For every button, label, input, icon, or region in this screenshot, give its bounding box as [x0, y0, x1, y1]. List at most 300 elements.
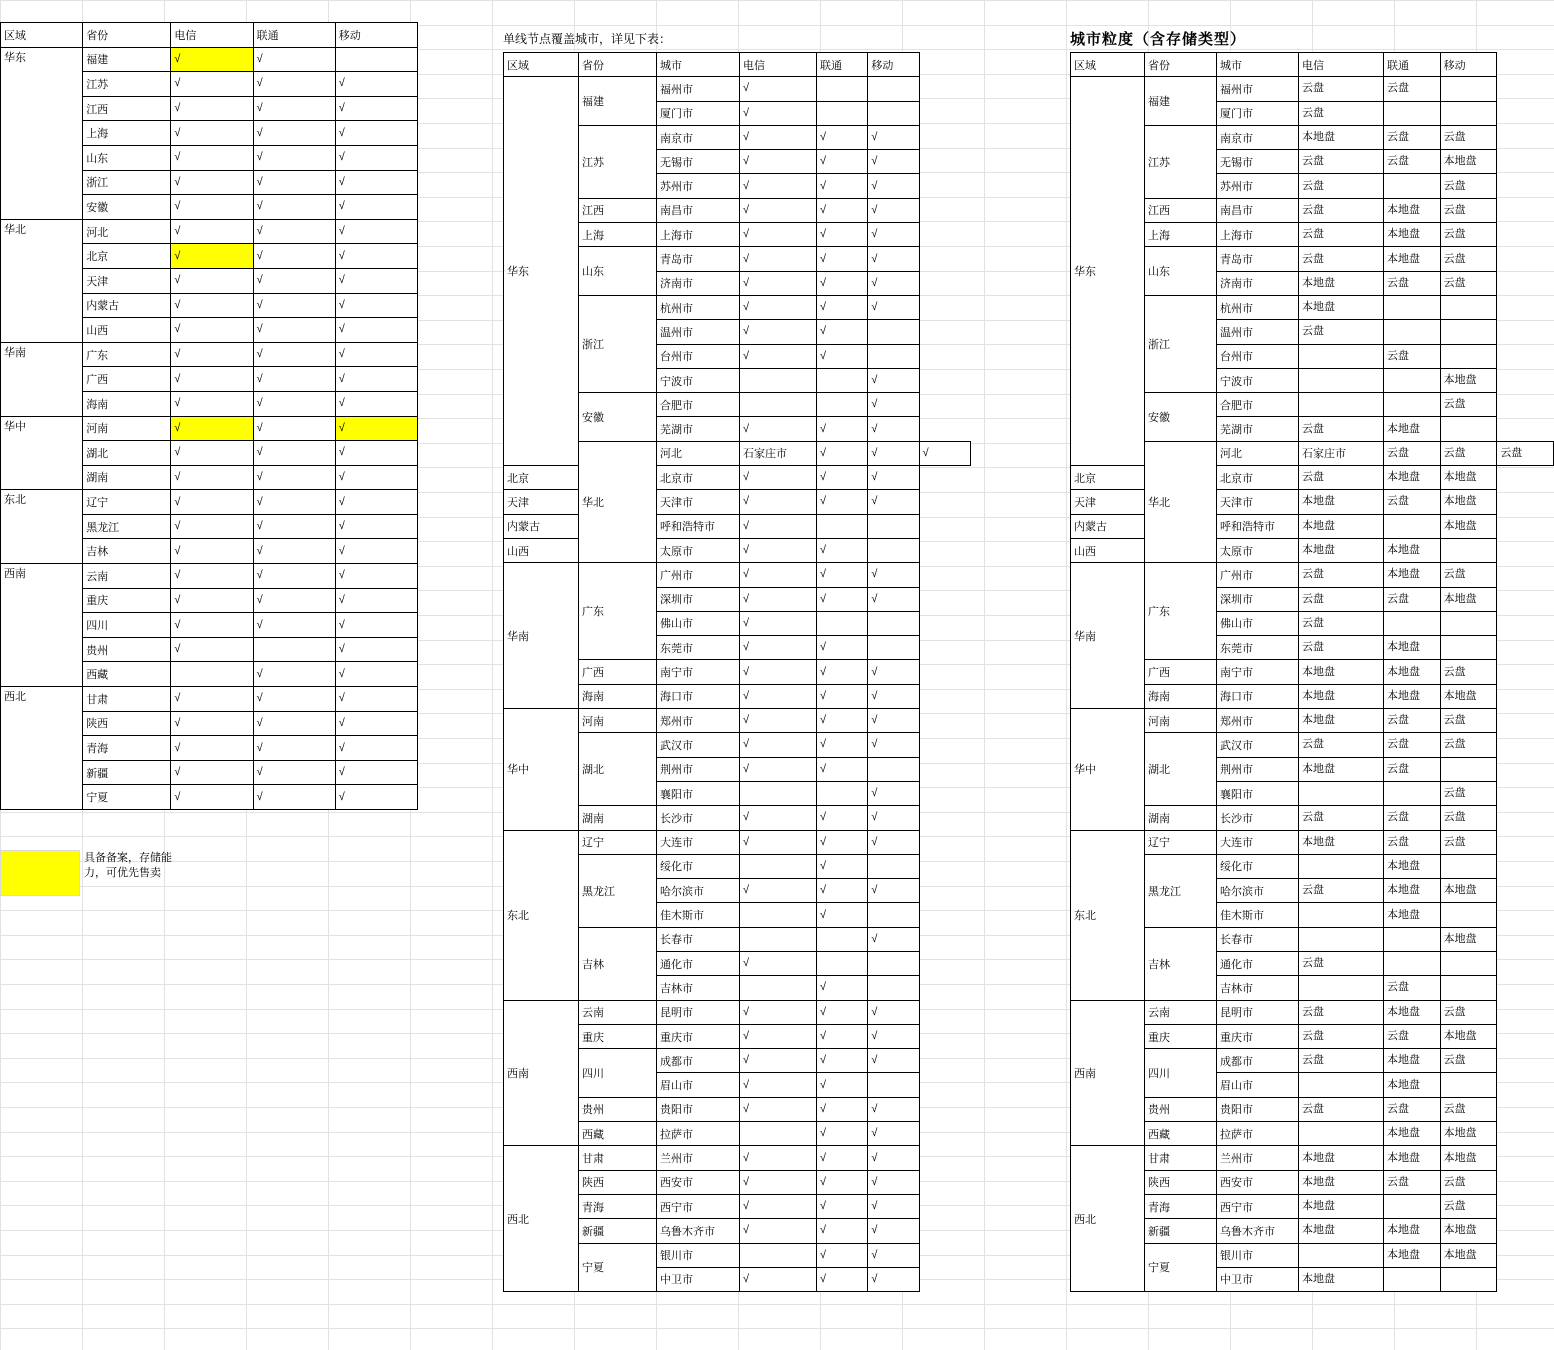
storage-type-cell: 云盘 — [1440, 271, 1497, 295]
region-cell: 西北 — [1071, 1146, 1145, 1292]
city-cell: 苏州市 — [657, 174, 740, 198]
operator-cell: √ — [253, 219, 335, 244]
city-cell: 襄阳市 — [1217, 781, 1299, 805]
operator-cell: √ — [335, 96, 417, 121]
province-cell: 内蒙古 — [504, 514, 579, 538]
province-cell: 西藏 — [1145, 1122, 1217, 1146]
operator-cell: √ — [817, 1219, 868, 1243]
storage-type-cell — [1299, 903, 1384, 927]
storage-type-cell: 本地盘 — [1299, 1146, 1384, 1170]
storage-type-cell: 本地盘 — [1440, 368, 1497, 392]
province-cell: 海南 — [1145, 684, 1217, 708]
operator-cell — [868, 757, 919, 781]
operator-cell: √ — [868, 1097, 919, 1121]
operator-cell: √ — [868, 1243, 919, 1267]
operator-cell: √ — [253, 490, 335, 515]
operator-cell — [335, 47, 417, 72]
operator-cell: √ — [868, 466, 919, 490]
operator-cell: √ — [919, 441, 970, 465]
province-cell: 新疆 — [83, 760, 171, 785]
operator-cell: √ — [335, 785, 417, 810]
legend-color-swatch — [0, 850, 80, 896]
city-cell: 南宁市 — [1217, 660, 1299, 684]
city-cell: 西安市 — [1217, 1170, 1299, 1194]
operator-cell: √ — [817, 295, 868, 319]
table-row — [1, 564, 418, 589]
city-cell: 长沙市 — [657, 806, 740, 830]
city-cell: 荆州市 — [1217, 757, 1299, 781]
storage-type-cell: 云盘 — [1384, 150, 1441, 174]
operator-cell: √ — [817, 174, 868, 198]
storage-type-cell — [1440, 903, 1497, 927]
operator-cell: √ — [171, 72, 253, 97]
operator-cell: √ — [335, 662, 417, 687]
column-header-4: 电信 — [740, 53, 817, 77]
storage-type-cell: 云盘 — [1299, 636, 1384, 660]
city-granularity-table[interactable] — [1070, 52, 1554, 1292]
city-cell: 天津市 — [1217, 490, 1299, 514]
operator-cell: √ — [817, 344, 868, 368]
operator-cell: √ — [171, 687, 253, 712]
city-cell: 荆州市 — [657, 757, 740, 781]
city-cell: 贵阳市 — [657, 1097, 740, 1121]
city-cell: 无锡市 — [657, 150, 740, 174]
storage-type-cell — [1299, 1122, 1384, 1146]
storage-type-cell — [1440, 854, 1497, 878]
operator-cell: √ — [335, 588, 417, 613]
storage-type-cell: 云盘 — [1440, 441, 1497, 465]
region-cell: 西南 — [1, 564, 83, 687]
operator-cell: √ — [253, 465, 335, 490]
storage-type-cell — [1299, 1243, 1384, 1267]
operator-cell: √ — [868, 441, 919, 465]
operator-cell: √ — [171, 293, 253, 318]
operator-cell: √ — [740, 733, 817, 757]
operator-cell — [253, 637, 335, 662]
storage-type-cell: 本地盘 — [1440, 1122, 1497, 1146]
storage-type-cell: 本地盘 — [1440, 1243, 1497, 1267]
storage-type-cell: 本地盘 — [1384, 879, 1441, 903]
city-cell: 重庆市 — [657, 1024, 740, 1048]
province-cell: 青海 — [579, 1194, 657, 1218]
province-cell: 天津 — [1071, 490, 1145, 514]
operator-cell: √ — [253, 539, 335, 564]
storage-type-cell: 云盘 — [1299, 1000, 1384, 1024]
city-cell: 南昌市 — [657, 198, 740, 222]
province-cell: 黑龙江 — [83, 514, 171, 539]
table-row — [1, 490, 418, 515]
storage-type-cell: 本地盘 — [1299, 709, 1384, 733]
region-cell: 西南 — [1071, 1000, 1145, 1146]
region-cell: 华东 — [504, 77, 579, 466]
operator-cell: √ — [740, 1146, 817, 1170]
column-header-2: 省份 — [1145, 53, 1217, 77]
province-cell: 四川 — [83, 613, 171, 638]
city-cell: 贵阳市 — [1217, 1097, 1299, 1121]
province-cell: 内蒙古 — [83, 293, 171, 318]
storage-type-cell: 云盘 — [1299, 733, 1384, 757]
province-cell: 河南 — [83, 416, 171, 441]
province-coverage-table[interactable] — [0, 22, 418, 810]
storage-type-cell — [1384, 927, 1441, 951]
operator-cell: √ — [335, 268, 417, 293]
operator-cell: √ — [740, 1073, 817, 1097]
operator-cell: √ — [868, 271, 919, 295]
operator-cell: √ — [817, 1267, 868, 1291]
city-cell: 哈尔滨市 — [657, 879, 740, 903]
table-row — [504, 1000, 971, 1024]
operator-cell: √ — [171, 145, 253, 170]
city-cell: 昆明市 — [657, 1000, 740, 1024]
column-header-5: 移动 — [335, 23, 417, 48]
single-line-city-table[interactable] — [503, 52, 971, 1292]
city-cell: 呼和浩特市 — [657, 514, 740, 538]
operator-cell: √ — [171, 736, 253, 761]
storage-type-cell — [1384, 101, 1441, 125]
operator-cell: √ — [740, 684, 817, 708]
city-cell: 合肥市 — [1217, 393, 1299, 417]
province-cell: 辽宁 — [83, 490, 171, 515]
operator-cell: √ — [817, 709, 868, 733]
storage-type-cell: 本地盘 — [1384, 466, 1441, 490]
storage-type-cell: 云盘 — [1299, 806, 1384, 830]
province-cell: 上海 — [579, 223, 657, 247]
storage-type-cell — [1440, 344, 1497, 368]
storage-type-cell: 本地盘 — [1384, 1049, 1441, 1073]
operator-cell: √ — [335, 342, 417, 367]
storage-type-cell — [1440, 976, 1497, 1000]
operator-cell: √ — [817, 1170, 868, 1194]
province-cell: 青海 — [83, 736, 171, 761]
storage-type-cell: 本地盘 — [1384, 636, 1441, 660]
province-cell: 四川 — [1145, 1049, 1217, 1098]
city-cell: 芜湖市 — [657, 417, 740, 441]
storage-type-cell: 云盘 — [1440, 198, 1497, 222]
operator-cell: √ — [868, 198, 919, 222]
region-cell: 东北 — [504, 830, 579, 1000]
operator-cell: √ — [171, 367, 253, 392]
operator-cell: √ — [335, 613, 417, 638]
operator-cell: √ — [817, 903, 868, 927]
operator-cell: √ — [868, 830, 919, 854]
storage-type-cell: 云盘 — [1299, 466, 1384, 490]
region-cell: 华中 — [1, 416, 83, 490]
operator-cell: √ — [171, 170, 253, 195]
table-row — [1071, 514, 1554, 538]
operator-cell: √ — [817, 1146, 868, 1170]
operator-cell: √ — [740, 1194, 817, 1218]
operator-cell: √ — [740, 198, 817, 222]
city-cell: 南京市 — [657, 125, 740, 149]
operator-cell — [868, 77, 919, 101]
operator-cell: √ — [817, 223, 868, 247]
storage-type-cell: 云盘 — [1299, 879, 1384, 903]
storage-type-cell: 本地盘 — [1440, 1024, 1497, 1048]
table-row — [1, 687, 418, 712]
operator-cell: √ — [253, 760, 335, 785]
operator-cell — [817, 611, 868, 635]
storage-type-cell: 云盘 — [1384, 77, 1441, 101]
storage-type-cell: 云盘 — [1299, 77, 1384, 101]
operator-cell: √ — [868, 563, 919, 587]
operator-cell — [868, 538, 919, 562]
operator-cell: √ — [171, 47, 253, 72]
operator-cell: √ — [817, 660, 868, 684]
storage-type-cell: 本地盘 — [1440, 879, 1497, 903]
operator-cell: √ — [868, 174, 919, 198]
province-cell: 江苏 — [1145, 125, 1217, 198]
table-row — [1071, 77, 1554, 101]
province-cell: 宁夏 — [1145, 1243, 1217, 1292]
operator-cell: √ — [740, 1049, 817, 1073]
province-cell: 江苏 — [83, 72, 171, 97]
city-cell: 吉林市 — [1217, 976, 1299, 1000]
operator-cell: √ — [335, 514, 417, 539]
operator-cell: √ — [335, 760, 417, 785]
city-cell: 太原市 — [1217, 538, 1299, 562]
province-cell: 贵州 — [83, 637, 171, 662]
storage-type-cell: 云盘 — [1384, 125, 1441, 149]
table-row — [504, 1146, 971, 1170]
table-row — [504, 466, 971, 490]
city-cell: 上海市 — [657, 223, 740, 247]
province-cell: 吉林 — [1145, 927, 1217, 1000]
operator-cell: √ — [253, 785, 335, 810]
operator-cell: √ — [335, 711, 417, 736]
operator-cell: √ — [253, 736, 335, 761]
province-cell: 湖北 — [1145, 733, 1217, 806]
operator-cell — [740, 781, 817, 805]
table-row — [1, 219, 418, 244]
city-cell: 通化市 — [1217, 951, 1299, 975]
storage-type-cell: 本地盘 — [1440, 1219, 1497, 1243]
city-cell: 大连市 — [657, 830, 740, 854]
city-cell: 宁波市 — [657, 368, 740, 392]
storage-type-cell: 本地盘 — [1384, 247, 1441, 271]
city-cell: 银川市 — [1217, 1243, 1299, 1267]
province-cell: 河北 — [657, 441, 740, 465]
province-cell: 山东 — [1145, 247, 1217, 296]
storage-type-cell — [1299, 781, 1384, 805]
table-row — [1, 47, 418, 72]
operator-cell: √ — [740, 271, 817, 295]
operator-cell: √ — [253, 145, 335, 170]
single-line-note: 单线节点覆盖城市，详见下表： — [503, 32, 672, 46]
operator-cell: √ — [817, 271, 868, 295]
province-cell: 甘肃 — [579, 1146, 657, 1170]
table-row — [1, 416, 418, 441]
operator-cell: √ — [171, 465, 253, 490]
city-cell: 长沙市 — [1217, 806, 1299, 830]
province-cell: 湖北 — [83, 441, 171, 466]
city-cell: 青岛市 — [1217, 247, 1299, 271]
city-cell: 乌鲁木齐市 — [1217, 1219, 1299, 1243]
operator-cell — [817, 393, 868, 417]
province-cell: 北京 — [1071, 466, 1145, 490]
operator-cell: √ — [253, 391, 335, 416]
operator-cell — [868, 514, 919, 538]
city-cell: 西宁市 — [1217, 1194, 1299, 1218]
city-cell: 温州市 — [657, 320, 740, 344]
operator-cell: √ — [335, 121, 417, 146]
operator-cell — [740, 854, 817, 878]
city-granularity-header — [1071, 53, 1554, 77]
operator-cell: √ — [817, 490, 868, 514]
storage-type-cell: 云盘 — [1440, 733, 1497, 757]
province-cell: 河南 — [579, 709, 657, 733]
operator-cell: √ — [740, 830, 817, 854]
region-cell: 华南 — [1071, 563, 1145, 709]
operator-cell: √ — [868, 806, 919, 830]
column-header-1: 区域 — [1071, 53, 1145, 77]
province-cell: 重庆 — [83, 588, 171, 613]
province-cell: 云南 — [83, 564, 171, 589]
storage-type-cell: 云盘 — [1440, 1049, 1497, 1073]
operator-cell: √ — [171, 121, 253, 146]
operator-cell: √ — [817, 1097, 868, 1121]
storage-type-cell: 本地盘 — [1384, 223, 1441, 247]
city-cell: 西宁市 — [657, 1194, 740, 1218]
operator-cell: √ — [171, 244, 253, 269]
storage-type-cell — [1384, 368, 1441, 392]
province-coverage-body — [1, 47, 418, 809]
city-cell: 石家庄市 — [740, 441, 817, 465]
storage-type-cell — [1384, 295, 1441, 319]
storage-type-cell: 本地盘 — [1299, 514, 1384, 538]
storage-type-cell — [1299, 854, 1384, 878]
province-cell: 上海 — [1145, 223, 1217, 247]
region-cell: 华南 — [504, 563, 579, 709]
storage-type-cell: 云盘 — [1299, 198, 1384, 222]
operator-cell: √ — [335, 195, 417, 220]
storage-type-cell: 云盘 — [1384, 441, 1441, 465]
operator-cell — [817, 77, 868, 101]
storage-type-cell — [1384, 1267, 1441, 1291]
region-cell: 西南 — [504, 1000, 579, 1146]
storage-type-cell: 云盘 — [1299, 1097, 1384, 1121]
operator-cell: √ — [171, 564, 253, 589]
province-cell: 吉林 — [83, 539, 171, 564]
storage-type-cell — [1440, 417, 1497, 441]
storage-type-cell: 本地盘 — [1384, 1219, 1441, 1243]
province-cell: 上海 — [83, 121, 171, 146]
province-cell: 湖北 — [579, 733, 657, 806]
operator-cell: √ — [740, 1000, 817, 1024]
storage-type-cell — [1440, 320, 1497, 344]
province-cell: 甘肃 — [83, 687, 171, 712]
storage-type-cell: 本地盘 — [1440, 150, 1497, 174]
city-cell: 佛山市 — [657, 611, 740, 635]
operator-cell: √ — [740, 1024, 817, 1048]
storage-type-cell: 云盘 — [1384, 271, 1441, 295]
storage-type-cell: 云盘 — [1440, 830, 1497, 854]
city-cell: 郑州市 — [1217, 709, 1299, 733]
province-cell: 海南 — [83, 391, 171, 416]
operator-cell: √ — [253, 514, 335, 539]
region-cell: 华北 — [1145, 441, 1217, 562]
storage-type-cell: 云盘 — [1299, 101, 1384, 125]
storage-type-cell: 云盘 — [1384, 490, 1441, 514]
operator-cell: √ — [253, 96, 335, 121]
city-cell: 无锡市 — [1217, 150, 1299, 174]
operator-cell: √ — [817, 830, 868, 854]
province-cell: 天津 — [83, 268, 171, 293]
operator-cell: √ — [740, 174, 817, 198]
operator-cell: √ — [740, 223, 817, 247]
city-cell: 武汉市 — [657, 733, 740, 757]
province-cell: 吉林 — [579, 927, 657, 1000]
province-cell: 新疆 — [1145, 1219, 1217, 1243]
operator-cell: √ — [868, 247, 919, 271]
operator-cell: √ — [817, 684, 868, 708]
province-cell: 辽宁 — [579, 830, 657, 854]
operator-cell: √ — [740, 587, 817, 611]
province-cell: 广西 — [83, 367, 171, 392]
storage-type-cell — [1440, 757, 1497, 781]
storage-type-cell: 云盘 — [1440, 1170, 1497, 1194]
city-cell: 长春市 — [657, 927, 740, 951]
operator-cell: √ — [253, 416, 335, 441]
operator-cell — [817, 368, 868, 392]
city-cell: 石家庄市 — [1299, 441, 1384, 465]
operator-cell: √ — [253, 367, 335, 392]
region-cell: 华南 — [1, 342, 83, 416]
province-cell: 浙江 — [1145, 295, 1217, 392]
storage-type-cell: 云盘 — [1384, 1170, 1441, 1194]
storage-type-cell: 云盘 — [1384, 587, 1441, 611]
province-cell: 安徽 — [1145, 393, 1217, 442]
storage-type-cell — [1299, 976, 1384, 1000]
city-cell: 济南市 — [1217, 271, 1299, 295]
operator-cell: √ — [253, 662, 335, 687]
operator-cell: √ — [740, 806, 817, 830]
storage-type-cell: 本地盘 — [1384, 903, 1441, 927]
table-row — [504, 563, 971, 587]
operator-cell: √ — [171, 441, 253, 466]
city-cell: 海口市 — [1217, 684, 1299, 708]
city-cell: 兰州市 — [657, 1146, 740, 1170]
operator-cell: √ — [171, 318, 253, 343]
storage-type-cell: 云盘 — [1440, 563, 1497, 587]
province-cell: 山西 — [504, 538, 579, 562]
operator-cell: √ — [740, 1097, 817, 1121]
storage-type-cell: 云盘 — [1299, 611, 1384, 635]
storage-type-cell: 云盘 — [1299, 174, 1384, 198]
operator-cell: √ — [868, 1146, 919, 1170]
city-cell: 中卫市 — [657, 1267, 740, 1291]
operator-cell: √ — [868, 781, 919, 805]
column-header-1: 区域 — [504, 53, 579, 77]
storage-type-cell: 云盘 — [1299, 247, 1384, 271]
storage-type-cell: 云盘 — [1440, 174, 1497, 198]
operator-cell: √ — [253, 711, 335, 736]
storage-type-cell: 云盘 — [1384, 806, 1441, 830]
province-cell: 山西 — [1071, 538, 1145, 562]
table-row — [504, 830, 971, 854]
operator-cell: √ — [868, 1000, 919, 1024]
operator-cell: √ — [740, 344, 817, 368]
storage-type-cell — [1299, 368, 1384, 392]
city-cell: 眉山市 — [1217, 1073, 1299, 1097]
storage-type-cell — [1384, 320, 1441, 344]
storage-type-cell: 本地盘 — [1384, 660, 1441, 684]
province-cell: 北京 — [504, 466, 579, 490]
city-cell: 北京市 — [657, 466, 740, 490]
operator-cell: √ — [253, 244, 335, 269]
storage-type-cell: 云盘 — [1384, 976, 1441, 1000]
city-cell: 广州市 — [1217, 563, 1299, 587]
storage-type-cell: 云盘 — [1299, 150, 1384, 174]
